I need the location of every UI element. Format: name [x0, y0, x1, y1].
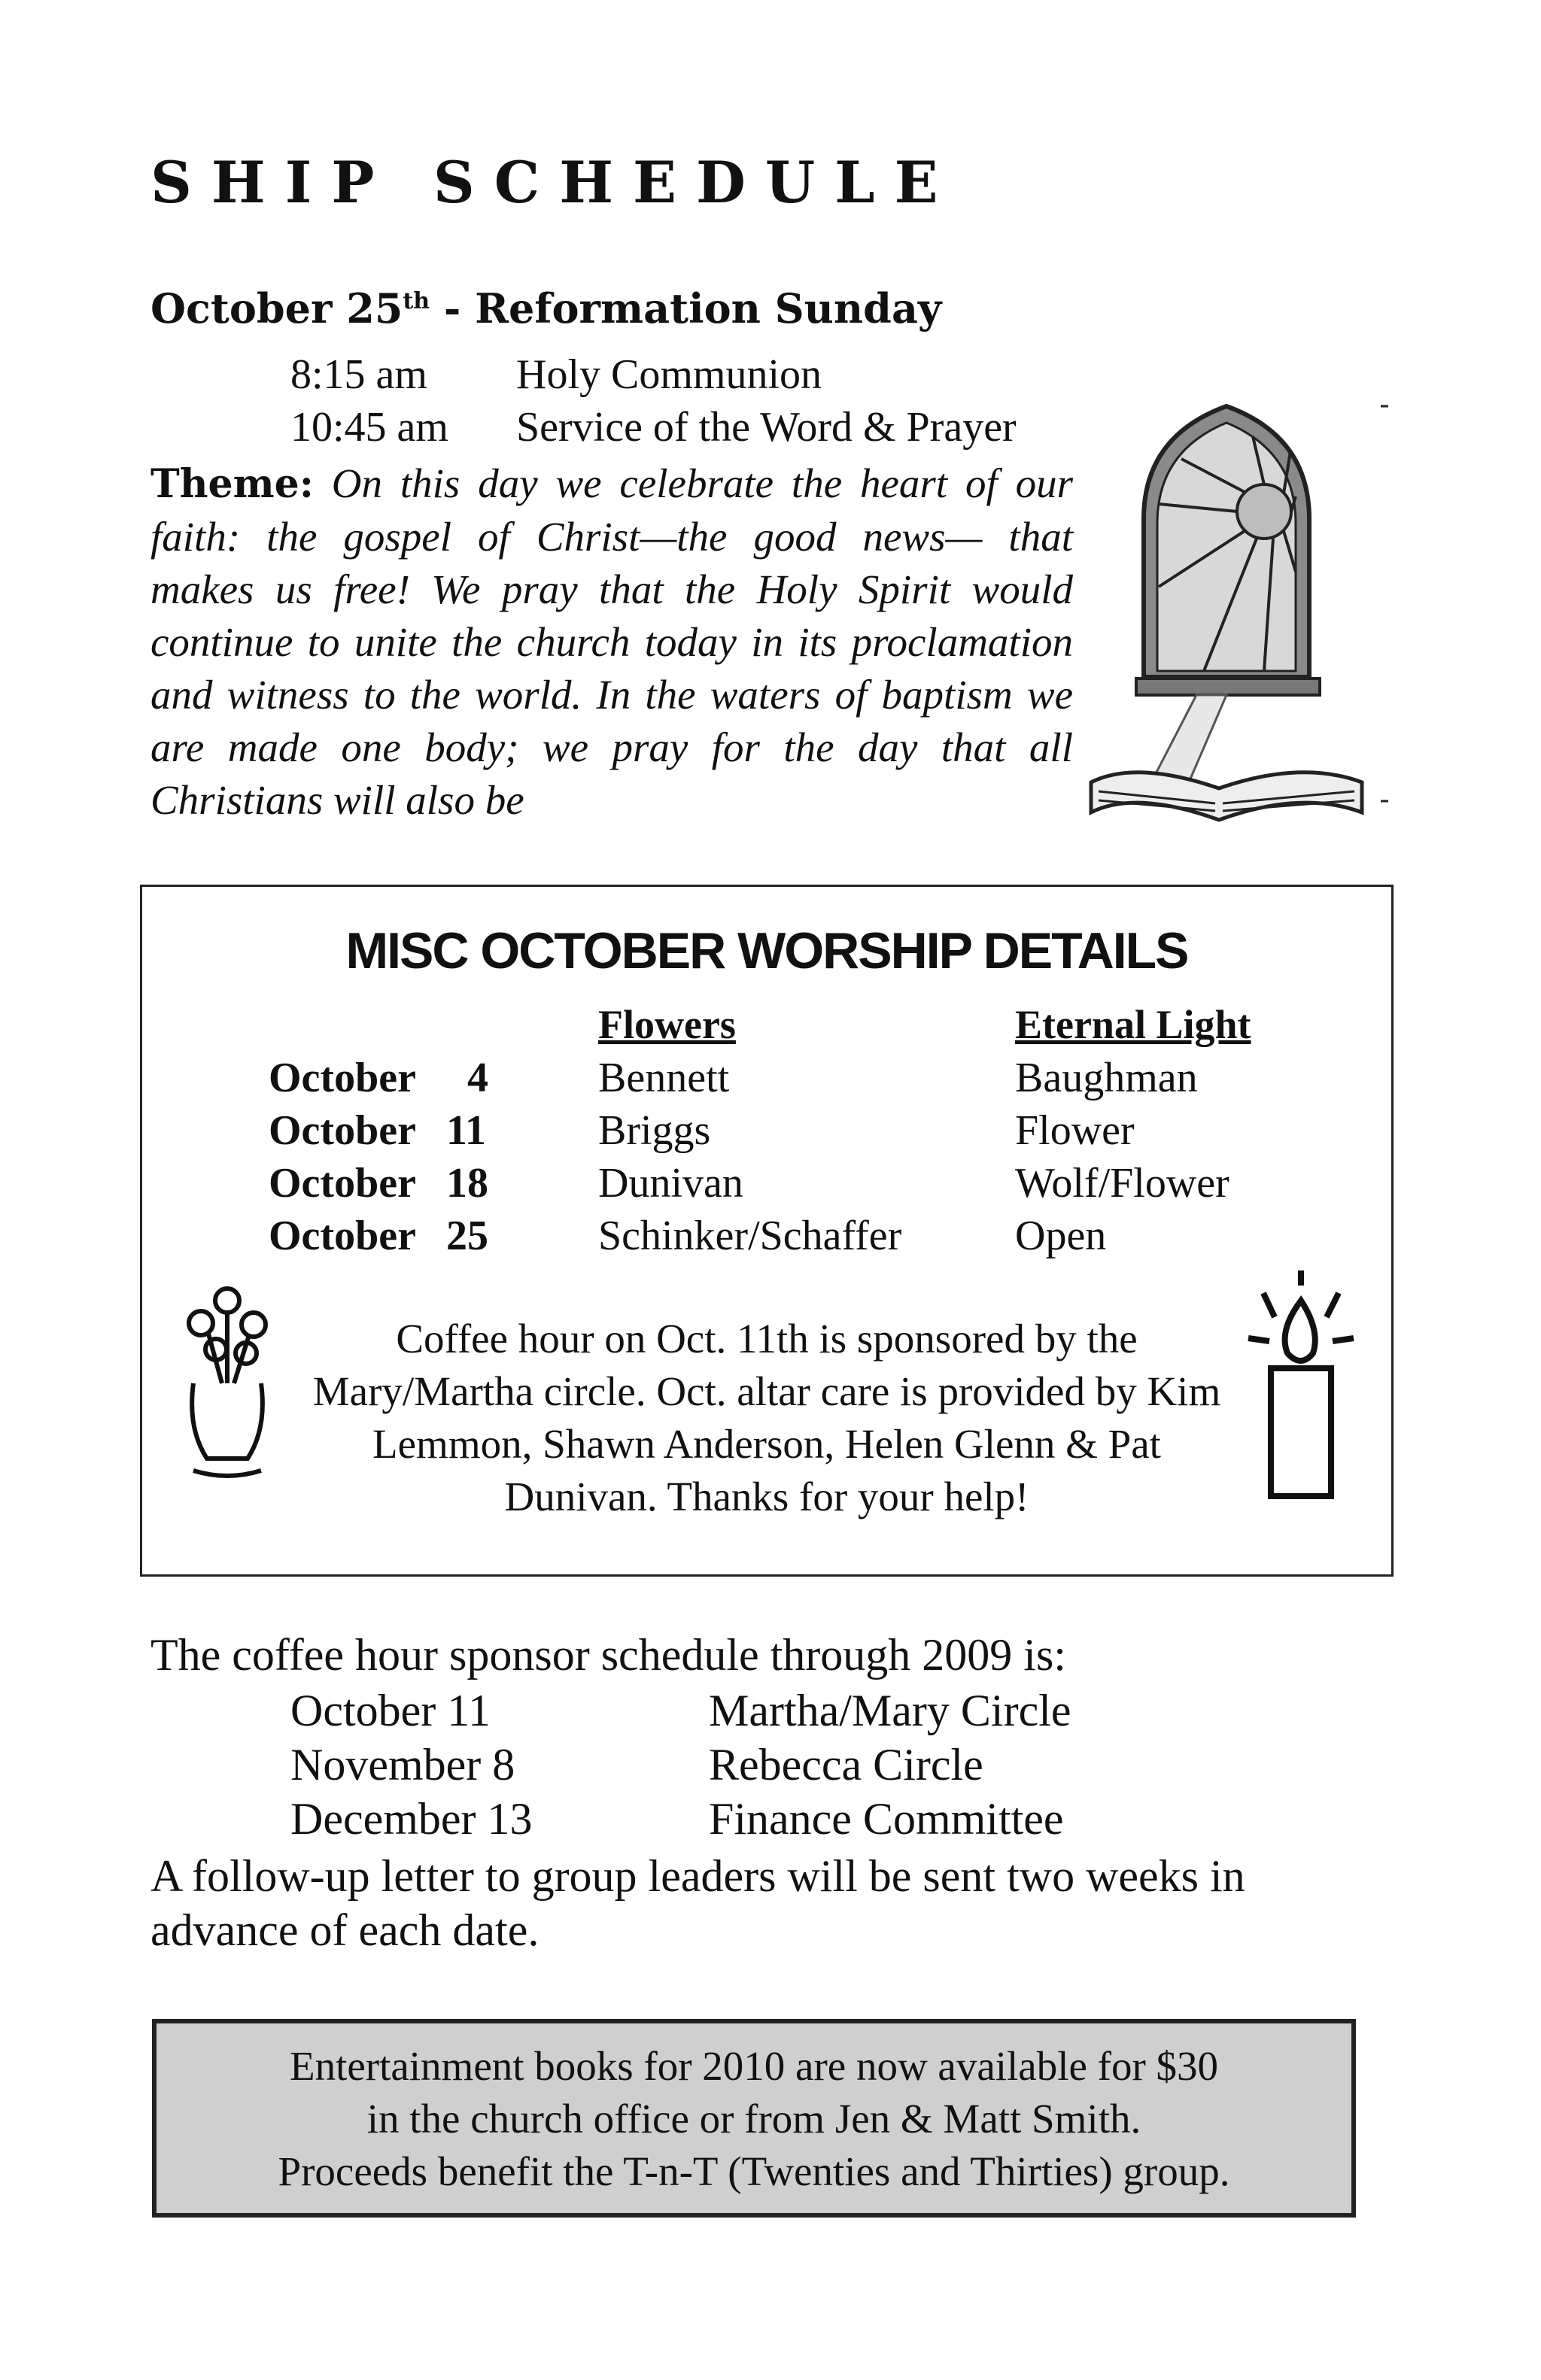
list-item [290, 1793, 1064, 1847]
page-title: SHIP SCHEDULE [150, 149, 958, 216]
worship-details-title: MISC OCTOBER WORSHIP DETAILS [345, 922, 1188, 979]
row-month: October [269, 1213, 416, 1259]
service-date-heading [150, 284, 941, 332]
coffee-schedule-intro: The coffee hour sponsor schedule through 2009 is: [150, 1630, 1066, 1680]
worship-details-box [140, 885, 1394, 1577]
row-month: October [269, 1055, 416, 1101]
candle-icon [1233, 1263, 1369, 1504]
row-flowers: Bennett [598, 1055, 730, 1101]
list-item [290, 1685, 1071, 1739]
coffee-date: December 13 [290, 1794, 533, 1844]
column-header-eternal-light: Eternal Light [1015, 1002, 1251, 1047]
table-row [142, 1107, 1346, 1159]
entertainment-line: Entertainment books for 2010 are now available for $30 [289, 2043, 1219, 2089]
theme-label: Theme: [150, 461, 314, 507]
row-day: 4 [467, 1055, 488, 1101]
row-eternal-light: Wolf/Flower [1015, 1160, 1229, 1207]
service-name: Holy Communion [516, 351, 822, 398]
row-day: 25 [446, 1213, 488, 1259]
list-item [290, 1739, 1043, 1793]
row-flowers: Dunivan [598, 1160, 743, 1207]
date-main: October 25 [150, 284, 403, 332]
table-row [142, 1054, 1346, 1107]
table-row [142, 1159, 1346, 1212]
table-row [142, 1212, 1346, 1264]
row-flowers: Schinker/Schaffer [598, 1213, 902, 1259]
service-time: 10:45 am [290, 404, 448, 451]
entertainment-line: in the church office or from Jen & Matt Smith. [366, 2096, 1141, 2142]
coffee-group: Finance Committee [709, 1794, 1064, 1844]
row-flowers: Briggs [598, 1107, 711, 1154]
coffee-date: November 8 [290, 1740, 515, 1790]
row-eternal-light: Flower [1015, 1107, 1135, 1154]
entertainment-line: Proceeds benefit the T-n-T (Twenties and Thirties) group. [278, 2148, 1230, 2194]
service-time: 8:15 am [290, 351, 427, 398]
column-header-flowers: Flowers [598, 1002, 736, 1047]
service-name: Service of the Word & Prayer [516, 404, 1017, 451]
coffee-hour-note: Coffee hour on Oct. 11th is sponsored by the Mary/Martha circle. Oct. altar care is provided by Kim Lemmon, Shawn Anderson, Helen Glenn & Pat Dunivan. Thanks for your help! [312, 1316, 1221, 1519]
row-eternal-light: Open [1015, 1213, 1107, 1259]
coffee-date: October 11 [290, 1686, 491, 1735]
flower-vase-icon [171, 1278, 284, 1481]
date-suffix: th [403, 288, 430, 314]
coffee-group: Martha/Mary Circle [709, 1686, 1071, 1735]
followup-note: A follow-up letter to group leaders will be sent two weeks in advance of each date. [150, 1851, 1245, 1955]
row-month: October [269, 1107, 416, 1154]
date-occasion: - Reformation Sunday [430, 284, 942, 332]
theme-text: On this day we celebrate the heart of our faith: the gospel of Christ—the good news— that makes us free! We pray that the Holy Spirit would continue to unite the church today in its proclamation and witness to the world. In the waters of baptism we are made one body; we pray for the day that all Christians will also be [150, 460, 1074, 823]
coffee-group: Rebecca Circle [709, 1740, 983, 1790]
row-day: 18 [446, 1160, 488, 1207]
row-eternal-light: Baughman [1015, 1055, 1198, 1101]
theme-paragraph [150, 457, 1073, 827]
row-month: October [269, 1160, 416, 1207]
stained-glass-window-icon [1076, 391, 1392, 842]
row-day: 11 [446, 1107, 486, 1154]
entertainment-books-box [152, 2019, 1356, 2218]
